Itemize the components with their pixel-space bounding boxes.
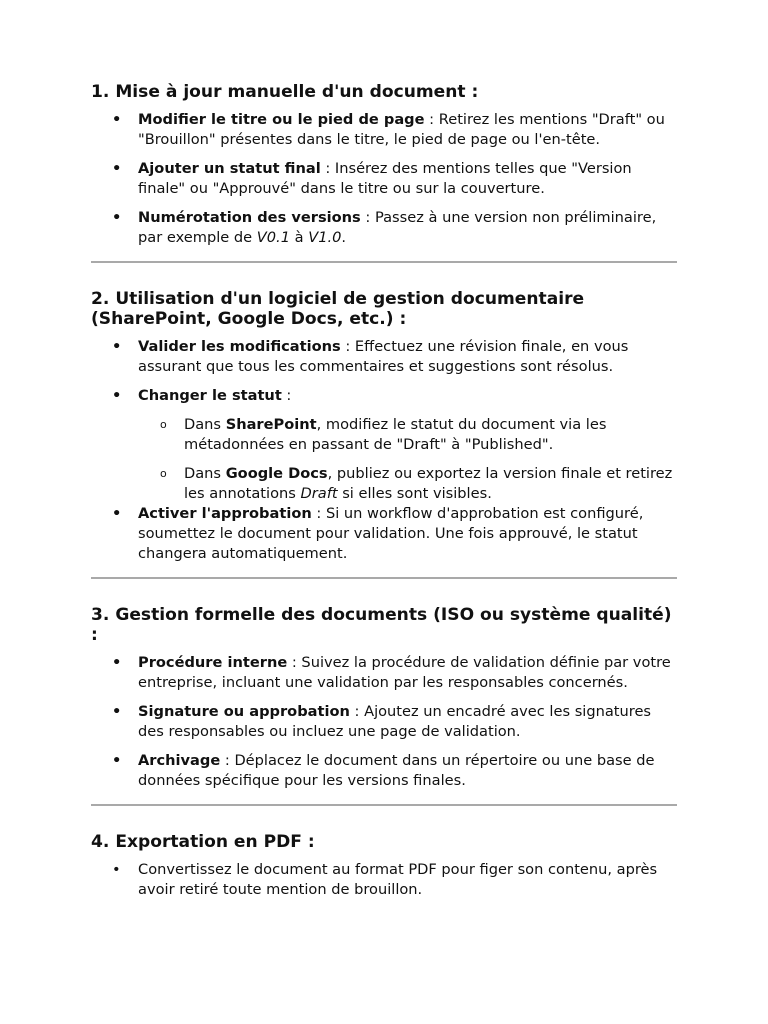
section-1-heading: 1. Mise à jour manuelle d'un document : (91, 82, 479, 102)
section-1-list (91, 110, 677, 248)
sub-item-title: Google Docs (225, 465, 328, 482)
list-item (91, 386, 677, 504)
sub-item-prefix: Dans (184, 465, 226, 482)
version-to: V1.0 (308, 229, 342, 246)
item-title: Archivage (138, 752, 221, 769)
item-title: Numérotation des versions (138, 209, 361, 226)
sub-item-text: , publiez ou exportez la version finale et retirez les annotations (184, 465, 673, 502)
item-text: à (289, 229, 309, 246)
item-title: Valider les modifications (138, 338, 341, 355)
section-4-list (91, 860, 677, 900)
item-text: . (341, 229, 347, 246)
item-text: : Si un workflow d'approbation est configuré, soumettez le document pour validation. Une fois approuvé, le statut changera automatiquement. (138, 505, 644, 562)
item-title: Signature ou approbation (138, 703, 350, 720)
list-item (91, 208, 677, 248)
sub-list-item (138, 415, 677, 455)
sub-list (138, 415, 677, 504)
item-title: Modifier le titre ou le pied de page (138, 111, 425, 128)
item-text: : Insérez des mentions telles que "Version finale" ou "Approuvé" dans le titre ou sur la couverture. (138, 160, 632, 197)
bullet-icon: • (112, 387, 122, 404)
bullet-icon: • (112, 505, 122, 522)
list-item (91, 110, 677, 150)
list-item (91, 702, 677, 742)
sub-bullet-icon: o (160, 418, 167, 431)
section-4-heading: 4. Exportation en PDF : (91, 832, 315, 852)
item-text: : Déplacez le document dans un répertoire ou une base de données spécifique pour les versions finales. (138, 752, 655, 789)
list-item (91, 653, 677, 693)
item-text: : Suivez la procédure de validation définie par votre entreprise, incluant une validation par les responsables concernés. (138, 654, 671, 691)
item-title: Procédure interne (138, 654, 288, 671)
item-text: : (281, 387, 292, 404)
bullet-icon: • (112, 338, 122, 355)
list-item (91, 159, 677, 199)
item-text: : Effectuez une révision finale, en vous assurant que tous les commentaires et suggestions sont résolus. (138, 338, 629, 375)
bullet-icon: • (112, 111, 122, 128)
item-text: : Passez à une version non préliminaire, par exemple de (138, 209, 657, 246)
bullet-icon: • (112, 703, 122, 720)
sub-list-item (138, 464, 677, 504)
bullet-icon: • (112, 752, 122, 769)
section-3-list (91, 653, 677, 791)
document-page (91, 82, 677, 909)
item-text: : Retirez les mentions "Draft" ou "Brouillon" présentes dans le titre, le pied de page ou l'en-tête. (138, 111, 665, 148)
list-item (91, 504, 677, 564)
version-from: V0.1 (256, 229, 290, 246)
sub-item-italic: Draft (300, 485, 338, 502)
bullet-icon: • (112, 209, 122, 226)
sub-item-title: SharePoint (225, 416, 317, 433)
item-text: Convertissez le document au format PDF pour figer son contenu, après avoir retiré toute mention de brouillon. (138, 861, 658, 898)
item-title: Ajouter un statut final (138, 160, 321, 177)
list-item (91, 751, 677, 791)
bullet-icon: • (112, 861, 121, 878)
sub-item-text: , modifiez le statut du document via les métadonnées en passant de "Draft" à "Published". (184, 416, 607, 453)
sub-bullet-icon: o (160, 467, 167, 480)
bullet-icon: • (112, 160, 122, 177)
list-item (91, 860, 677, 900)
item-text: : Ajoutez un encadré avec les signatures des responsables ou incluez une page de validation. (138, 703, 652, 740)
bullet-icon: • (112, 654, 122, 671)
list-item (91, 337, 677, 377)
item-title: Activer l'approbation (138, 505, 312, 522)
item-title: Changer le statut (138, 387, 282, 404)
section-2-list (91, 337, 677, 564)
section-3-heading: 3. Gestion formelle des documents (ISO ou système qualité) : (91, 605, 672, 645)
sub-item-prefix: Dans (184, 416, 226, 433)
sub-item-text: si elles sont visibles. (337, 485, 492, 502)
section-2-heading: 2. Utilisation d'un logiciel de gestion documentaire (SharePoint, Google Docs, etc.) : (91, 289, 585, 329)
